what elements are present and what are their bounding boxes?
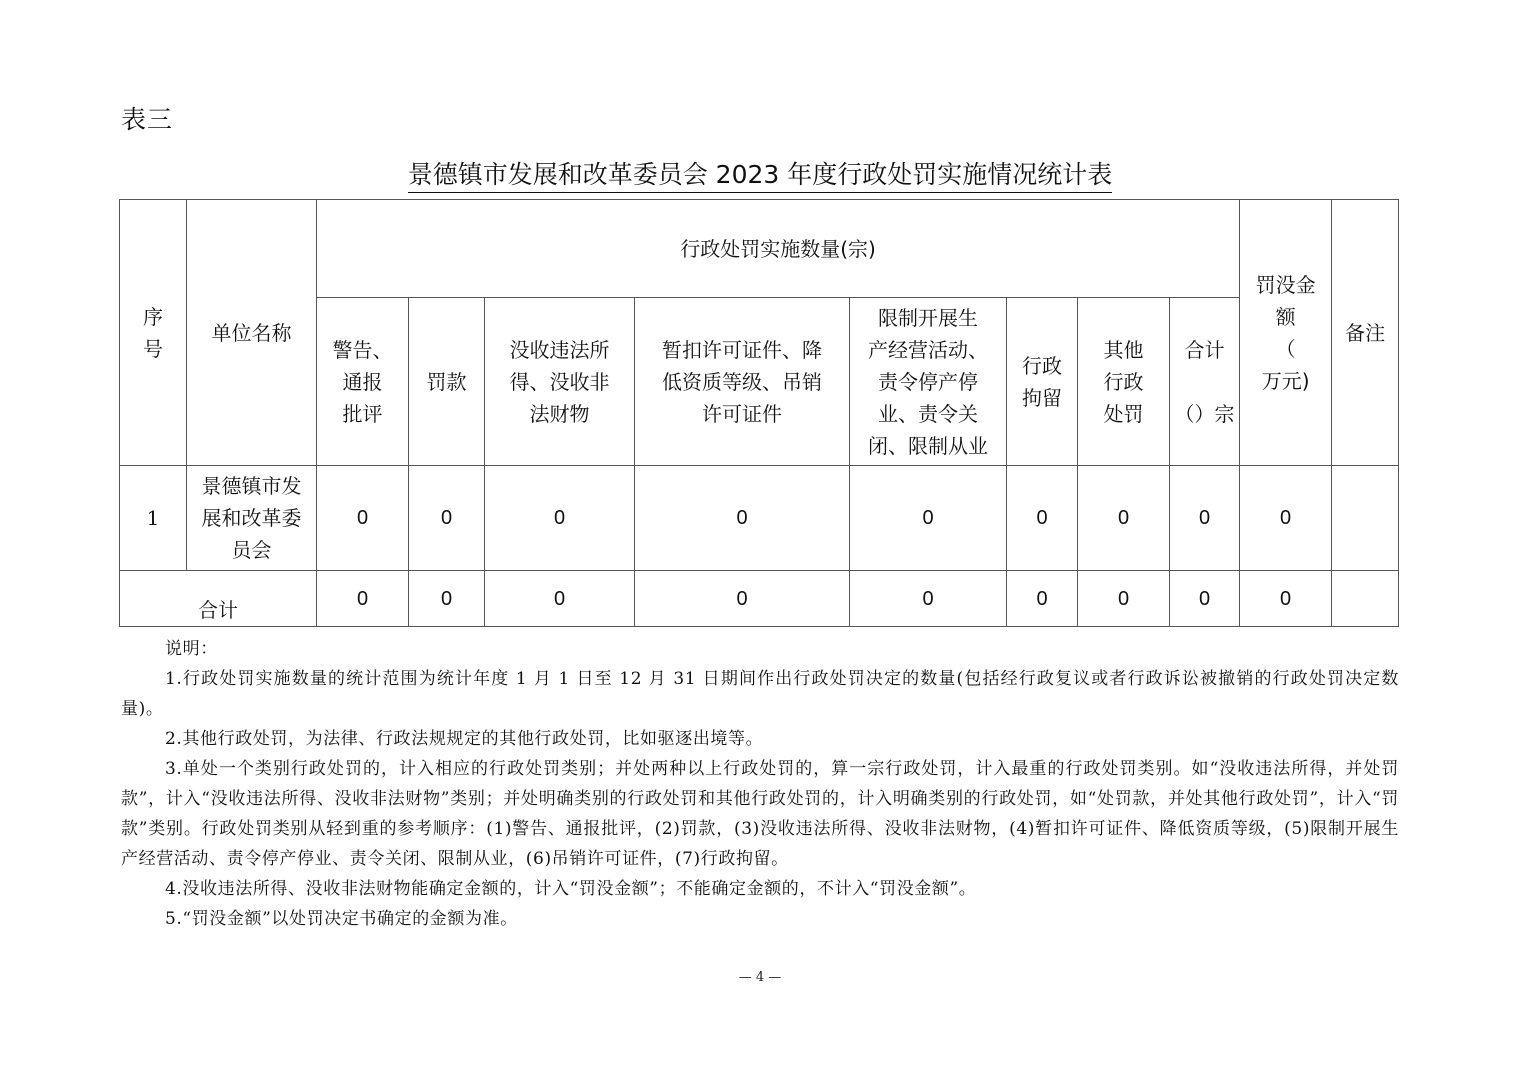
- header-unit-name: 单位名称: [187, 200, 317, 466]
- header-line: 行政: [1103, 369, 1144, 394]
- total-value: 0: [1007, 571, 1078, 627]
- row-value: 0: [1240, 466, 1332, 571]
- total-value: 0: [485, 571, 635, 627]
- total-value: 0: [1240, 571, 1332, 627]
- row-value: 0: [409, 466, 485, 571]
- header-amount-line: 万元): [1261, 368, 1310, 393]
- header-line: 拘留: [1022, 385, 1062, 410]
- header-line: 没收违法所: [509, 337, 610, 362]
- row-seq: 1: [120, 466, 187, 571]
- note-item: 1.行政处罚实施数量的统计范围为统计年度 1 月 1 日至 12 月 31 日期间作出行政处罚决定的数量(包括经行政复议或者行政诉讼被撤销的行政处罚决定数量)。: [121, 669, 1399, 719]
- row-remarks: [1332, 466, 1399, 571]
- header-detention: [1007, 298, 1078, 466]
- row-unit-line: 景德镇市发: [201, 474, 302, 498]
- header-amount-line: 额: [1275, 304, 1296, 329]
- header-subtotal: [1170, 298, 1240, 466]
- header-amount-line: 罚没金: [1255, 272, 1316, 297]
- row-value: 0: [1170, 466, 1240, 571]
- header-line: 行政: [1022, 353, 1062, 378]
- header-other-penalty: [1078, 298, 1170, 466]
- row-value: 0: [1078, 466, 1170, 571]
- header-remarks: 备注: [1332, 200, 1399, 466]
- header-line: 批评: [342, 401, 383, 426]
- header-line: 法财物: [529, 401, 590, 426]
- header-line: 其他: [1103, 337, 1144, 362]
- note-item: 5.“罚没金额”以处罚决定书确定的金额为准。: [165, 909, 518, 929]
- header-line: 许可证件: [702, 401, 782, 426]
- header-line: 处罚: [1103, 401, 1144, 426]
- header-line: 业、责令关: [878, 401, 978, 426]
- header-business-restriction: [850, 298, 1007, 466]
- header-fine: 罚款: [409, 298, 485, 466]
- header-line: 责令停产停: [878, 369, 978, 394]
- header-line: （）宗: [1174, 401, 1235, 426]
- total-value: 0: [409, 571, 485, 627]
- table-label: 表三: [121, 105, 174, 134]
- row-value: 0: [485, 466, 635, 571]
- header-line: 通报: [342, 369, 383, 394]
- total-value: 0: [850, 571, 1007, 627]
- total-label: 合计: [120, 571, 317, 627]
- header-penalty-count-group: 行政处罚实施数量(宗): [317, 200, 1240, 298]
- row-value: 0: [635, 466, 850, 571]
- header-amount: [1240, 200, 1332, 466]
- total-value: 0: [1078, 571, 1170, 627]
- header-seq-line: 序: [143, 304, 163, 329]
- row-value: 0: [317, 466, 409, 571]
- header-warning: [317, 298, 409, 466]
- header-line: 暂扣许可证件、降: [662, 337, 822, 362]
- row-value: 0: [850, 466, 1007, 571]
- header-line: 警告、: [332, 337, 393, 362]
- header-line: 限制开展生: [878, 305, 978, 330]
- total-value: 0: [317, 571, 409, 627]
- notes-section: [121, 634, 1399, 934]
- total-value: 0: [1170, 571, 1240, 627]
- header-seq-line: 号: [143, 336, 163, 361]
- total-row: [120, 571, 1399, 627]
- row-unit-name: [187, 466, 317, 571]
- document-title-text: 景德镇市发展和改革委员会 2023 年度行政处罚实施情况统计表: [408, 155, 1113, 193]
- header-line: 得、没收非: [509, 369, 610, 394]
- row-unit-line: 展和改革委: [201, 506, 302, 530]
- penalty-statistics-table: [119, 199, 1399, 627]
- row-unit-line: 员会: [231, 538, 272, 562]
- row-value: 0: [1007, 466, 1078, 571]
- header-row-1: [120, 200, 1399, 298]
- header-line: 产经营活动、: [868, 337, 988, 362]
- notes-heading: 说明：: [165, 639, 218, 659]
- header-line: 低资质等级、吊销: [662, 369, 822, 394]
- total-value: 0: [635, 571, 850, 627]
- note-item: 3.单处一个类别行政处罚的，计入相应的行政处罚类别；并处两种以上行政处罚的，算一宗行政处罚，计入最重的行政处罚类别。如“没收违法所得，并处罚款”，计入“没收违法所得、没收非法财物”类别；并处明确类别的行政处罚和其他行政处罚的，计入明确类别的行政处罚，如“处罚款，并处其他行政处罚”，计入“罚款”类别。行政处罚类别从轻到重的参考顺序：(1)警告、通报批评，(2)罚款，(3)没收违法所得、没收非法财物，(4)暂扣许可证件、降低资质等级，(5)限制开展生产经营活动、责令停产停业、责令关闭、限制从业，(6)吊销许可证件，(7)行政拘留。: [121, 759, 1399, 869]
- header-line: 合计: [1184, 337, 1225, 362]
- header-license-suspension: [635, 298, 850, 466]
- note-item: 4.没收违法所得、没收非法财物能确定金额的，计入“罚没金额”；不能确定金额的，不计入“罚没金额”。: [165, 879, 977, 899]
- page-number: — 4 —: [738, 970, 782, 985]
- header-amount-line: （: [1275, 336, 1296, 361]
- header-line: 闭、限制从业: [868, 433, 988, 458]
- note-item: 2.其他行政处罚，为法律、行政法规规定的其他行政处罚，比如驱逐出境等。: [165, 729, 764, 749]
- total-remarks: [1332, 571, 1399, 627]
- header-confiscation: [485, 298, 635, 466]
- document-title: [0, 155, 1520, 193]
- table-row: [120, 466, 1399, 571]
- header-seq: [120, 200, 187, 466]
